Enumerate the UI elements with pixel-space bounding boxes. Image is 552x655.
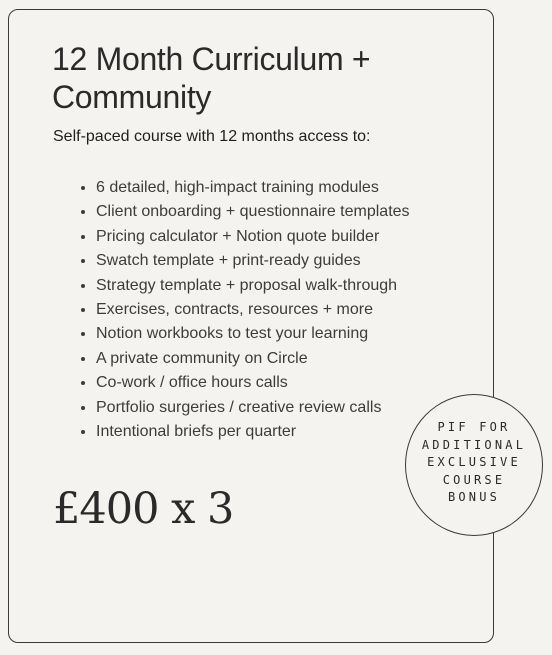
feature-item: • Notion workbooks to test your learning (96, 322, 410, 346)
bonus-badge (405, 394, 543, 536)
plan-price: £400 x 3 (53, 484, 234, 534)
feature-item: • Pricing calculator + Notion quote builder (96, 225, 410, 249)
pricing-card (8, 9, 494, 643)
feature-item: • Strategy template + proposal walk-through (96, 274, 410, 298)
feature-list (77, 176, 410, 444)
feature-item: • Intentional briefs per quarter (96, 420, 410, 444)
feature-item: • Co-work / office hours calls (96, 371, 410, 395)
feature-item: • 6 detailed, high-impact training modules (96, 176, 410, 200)
feature-item: • Portfolio surgeries / creative review calls (96, 396, 410, 420)
bonus-badge-text: PIF FOR ADDITIONAL EXCLUSIVE COURSE BONUS (421, 420, 527, 505)
feature-item: • Swatch template + print-ready guides (96, 249, 410, 273)
feature-item: • A private community on Circle (96, 347, 410, 371)
plan-title: 12 Month Curriculum + Community (52, 41, 371, 115)
plan-subtitle: Self-paced course with 12 months access to: (53, 128, 371, 145)
feature-item: • Client onboarding + questionnaire templates (96, 200, 410, 224)
feature-item: • Exercises, contracts, resources + more (96, 298, 410, 322)
